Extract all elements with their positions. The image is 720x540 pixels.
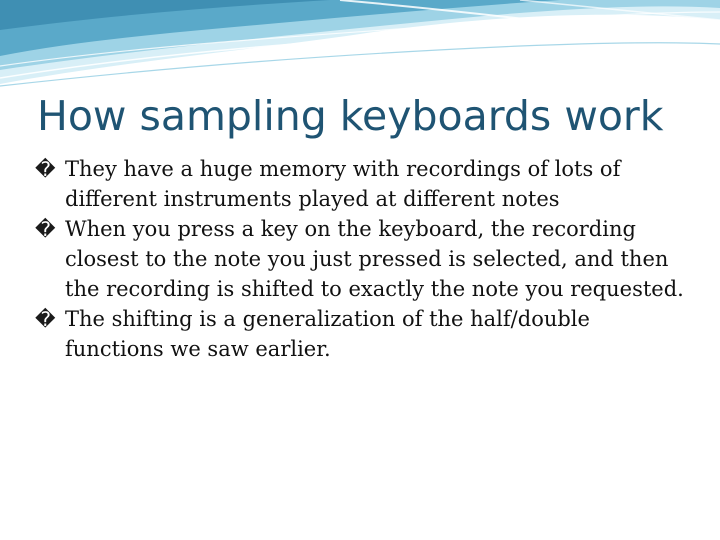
- slide-title: How sampling keyboards work: [37, 92, 664, 140]
- bullet-text: When you press a key on the keyboard, the recording closest to the note you just pressed is selected, and then the recording is shifted to exactly the note you requested.: [65, 217, 684, 301]
- bullet-item: [35, 154, 685, 214]
- replacement-glyph-icon: [35, 220, 57, 238]
- bullet-text: The shifting is a generalization of the half/double functions we saw earlier.: [65, 307, 590, 361]
- bullet-list: [35, 154, 685, 364]
- bullet-item: [35, 214, 685, 304]
- replacement-glyph-icon: [35, 310, 57, 328]
- replacement-glyph-icon: [35, 160, 57, 178]
- bullet-item: [35, 304, 685, 364]
- wave-decoration: [0, 0, 720, 90]
- bullet-text: They have a huge memory with recordings of lots of different instruments played at different notes: [65, 157, 621, 211]
